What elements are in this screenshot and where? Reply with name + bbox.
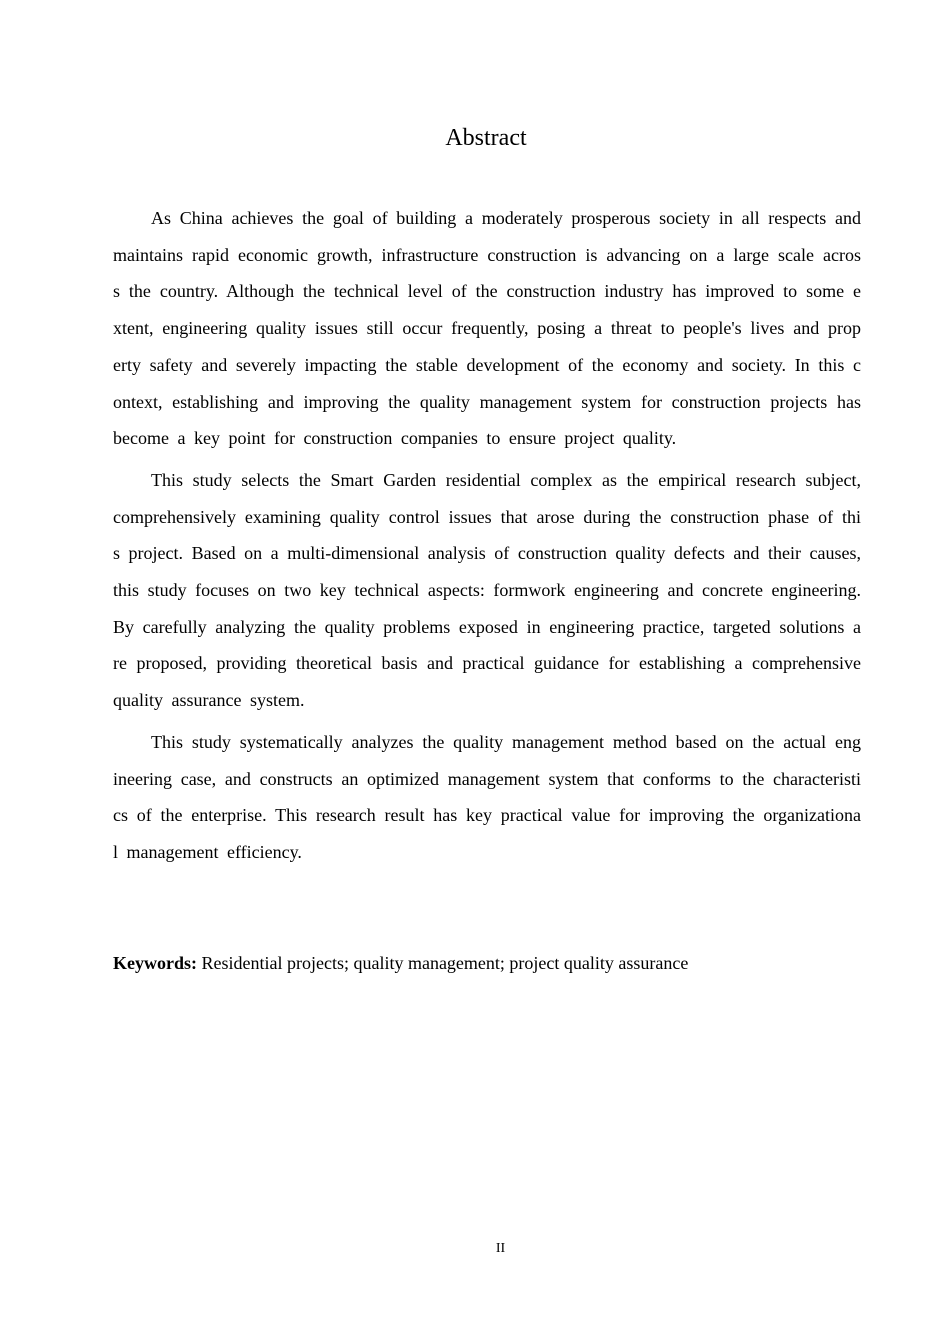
keywords-line — [113, 949, 873, 977]
abstract-paragraph: This study systematically analyzes the quality management method based on the actual engineering case, and constructs an optimized management system that conforms to the characteristics of the enterprise. This research result has key practical value for improving the organizational management efficiency. — [113, 731, 861, 862]
keywords-label: Keywords: — [113, 953, 197, 973]
abstract-paragraph: This study selects the Smart Garden residential complex as the empirical research subject, comprehensively examining quality control issues that arose during the construction phase of this project. Based on a multi-dimensional analysis of construction quality defects and their causes, this study focuses on two key technical aspects: formwork engineering and concrete engineering. By carefully analyzing the quality problems exposed in engineering practice, targeted solutions are proposed, providing theoretical basis and practical guidance for establishing a comprehensive quality assurance system. — [113, 469, 861, 711]
page-number: II — [495, 1241, 506, 1256]
abstract-paragraph: As China achieves the goal of building a moderately prosperous society in all respects and maintains rapid economic growth, infrastructure construction is advancing on a large scale across the country. Although the technical level of the construction industry has improved to some extent, engineering quality issues still occur frequently, posing a threat to people's lives and property safety and severely impacting the stable development of the economy and society. In this context, establishing and improving the quality management system for construction projects has become a key point for construction companies to ensure project quality. — [113, 208, 861, 449]
page-title: Abstract — [445, 125, 527, 151]
keywords-text: Residential projects; quality management; project quality assurance — [197, 953, 689, 973]
abstract-body — [113, 200, 861, 876]
